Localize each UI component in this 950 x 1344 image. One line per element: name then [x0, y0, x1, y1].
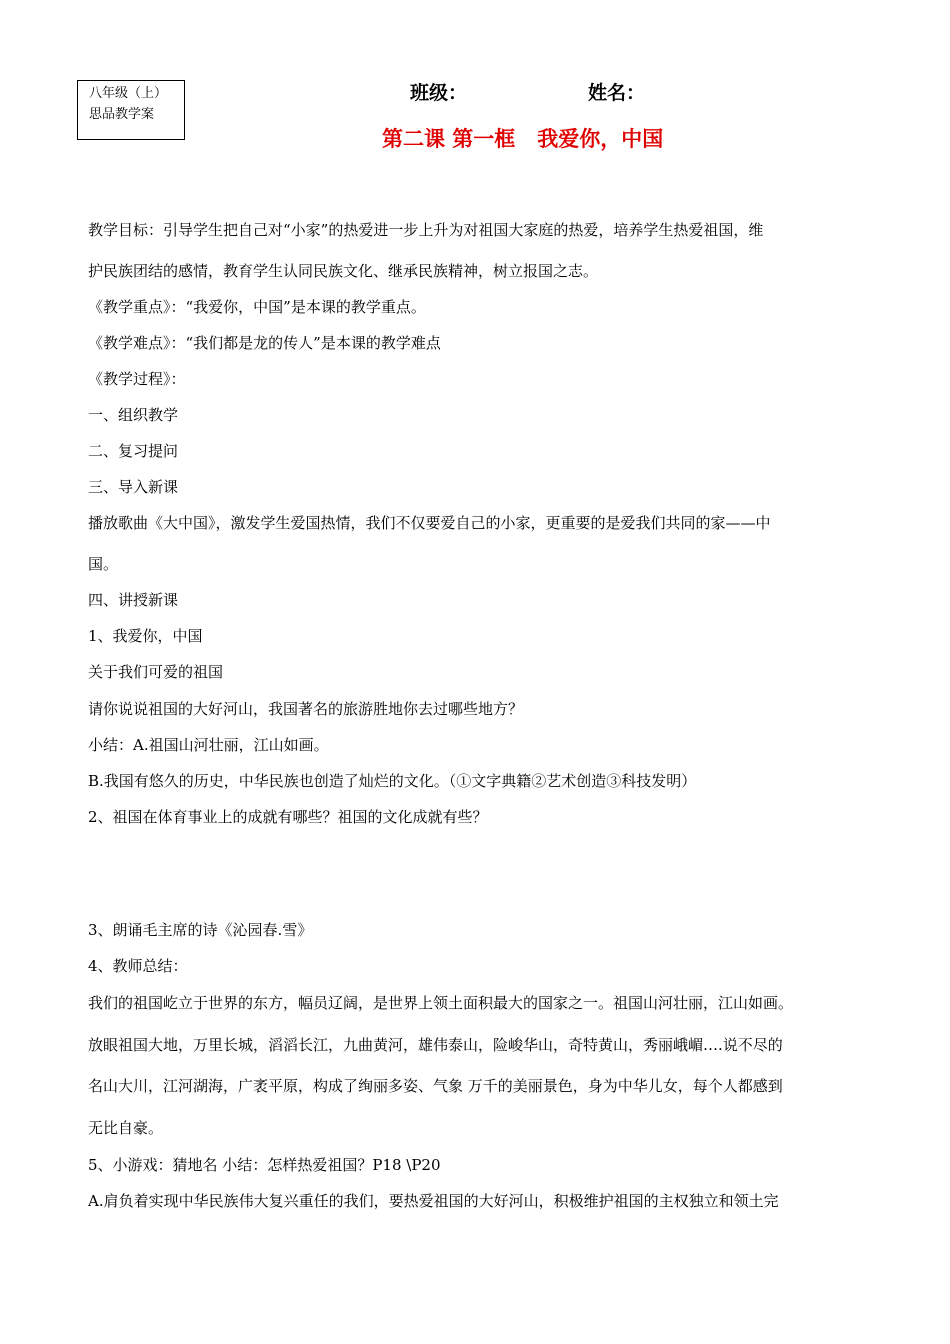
text-line: A.肩负着实现中华民族伟大复兴重任的我们，要热爱祖国的大好河山，积极维护祖国的主权独立和领土完 — [88, 1192, 779, 1210]
text-line: 播放歌曲《大中国》，激发学生爱国热情，我们不仅要爱自己的小家，更重要的是爱我们共同的家——中 — [88, 514, 771, 532]
lesson-title: 第二课 第一框 我爱你，中国 — [382, 127, 664, 151]
text-line: 2、祖国在体育事业上的成就有哪些？祖国的文化成就有些？ — [88, 808, 488, 826]
text-line: 小结：A.祖国山河壮丽，江山如画。 — [88, 736, 329, 754]
text-line: 4、教师总结： — [88, 957, 188, 975]
grade-label: 八年级（上） — [89, 86, 168, 101]
text-line: 国。 — [88, 555, 119, 573]
text-line: 我们的祖国屹立于世界的东方，幅员辽阔，是世界上领土面积最大的国家之一。祖国山河壮丽，江山如画。 — [88, 994, 794, 1012]
text-line: 《教学难点》：“我们都是龙的传人”是本课的教学难点 — [88, 334, 441, 352]
text-line: 名山大川，江河湖海，广袤平原，构成了绚丽多姿、气象 万千的美丽景色，身为中华儿女，每个人都感到 — [88, 1077, 783, 1095]
text-line: 1、我爱你，中国 — [88, 627, 203, 645]
text-line: 一、组织教学 — [88, 406, 179, 424]
text-line: 三、导入新课 — [88, 478, 179, 496]
text-line: 《教学重点》：“我爱你，中国”是本课的教学重点。 — [88, 298, 426, 316]
text-line: 教学目标：引导学生把自己对“小家”的热爱进一步上升为对祖国大家庭的热爱，培养学生热爱祖国，维 — [88, 221, 764, 239]
name-label: 姓名： — [588, 82, 646, 104]
text-line: 放眼祖国大地，万里长城，滔滔长江，九曲黄河，雄伟泰山，险峻华山，奇特黄山，秀丽峨嵋….说不尽的 — [88, 1036, 783, 1054]
text-line: 关于我们可爱的祖国 — [88, 663, 224, 681]
subject-label: 思品教学案 — [89, 107, 155, 122]
text-line: 5、小游戏：猜地名 小结：怎样热爱祖国？P18 \P20 — [88, 1156, 441, 1174]
text-line: 二、复习提问 — [88, 442, 179, 460]
text-line: 四、讲授新课 — [88, 591, 179, 609]
text-line: B.我国有悠久的历史，中华民族也创造了灿烂的文化。（①文字典籍②艺术创造③科技发明） — [88, 772, 697, 790]
text-line: 护民族团结的感情，教育学生认同民族文化、继承民族精神，树立报国之志。 — [88, 262, 599, 280]
class-label: 班级： — [410, 82, 468, 104]
grade-subject-box — [77, 80, 185, 140]
text-line: 无比自豪。 — [88, 1119, 164, 1137]
text-line: 请你说说祖国的大好河山，我国著名的旅游胜地你去过哪些地方？ — [88, 700, 524, 718]
text-line: 3、朗诵毛主席的诗《沁园春.雪》 — [88, 921, 313, 939]
text-line: 《教学过程》： — [88, 370, 186, 388]
